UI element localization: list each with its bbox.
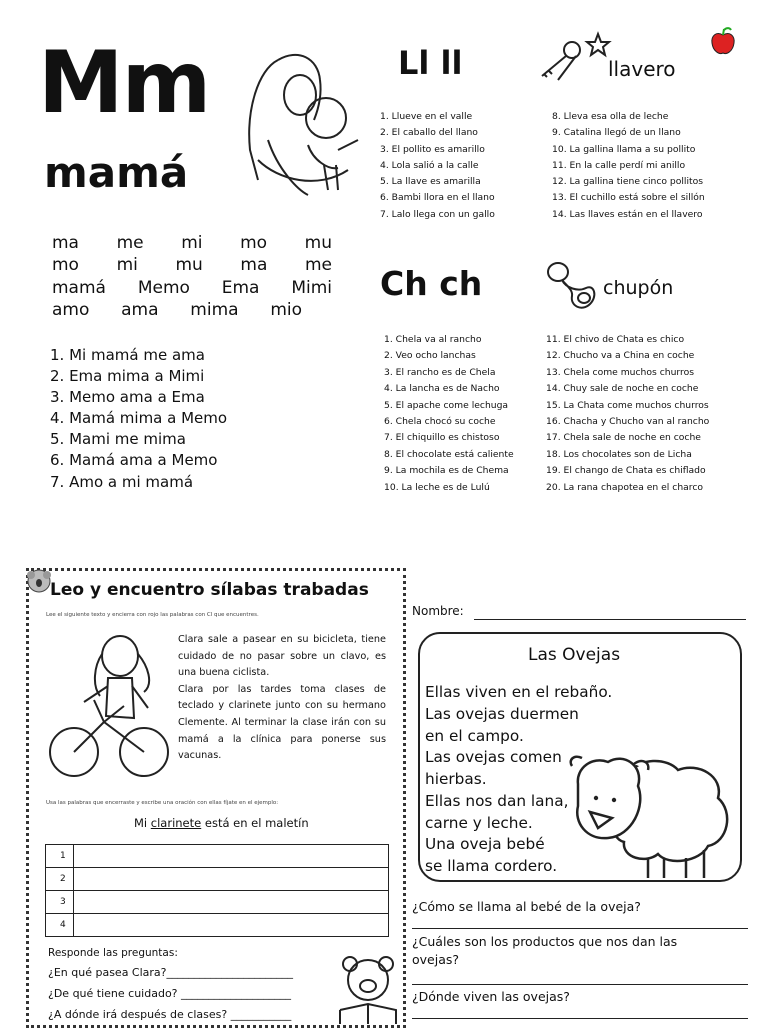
syllable: mu: [175, 255, 203, 275]
answer-line[interactable]: [412, 984, 748, 985]
sentence: 3. El rancho es de Chela: [384, 366, 496, 378]
line-number: 1: [46, 845, 74, 868]
keyword-mama: mamá: [44, 148, 189, 197]
table-row: [46, 868, 389, 891]
sentence: 4. La lancha es de Nacho: [384, 383, 500, 395]
word: Mimi: [291, 278, 332, 298]
reading-line: en el campo.: [425, 727, 524, 745]
question[interactable]: ¿En qué pasea Clara?_______________________: [48, 966, 294, 979]
sentence: 1. Chela va al rancho: [384, 334, 482, 345]
line-number: 4: [46, 914, 74, 937]
question[interactable]: ¿A dónde irá después de clases? ___________: [48, 1008, 292, 1021]
word: mamá: [52, 278, 106, 298]
model-keyword: clarinete: [150, 816, 202, 830]
syllable: mi: [181, 233, 203, 253]
syllable-row-3: [52, 278, 332, 298]
sentence: 3. Memo ama a Ema: [50, 388, 205, 406]
question-2b: ovejas?: [412, 952, 460, 967]
sentence: 4. Mamá mima a Memo: [50, 409, 228, 427]
apple-icon: [710, 26, 736, 56]
keyword-llavero: llavero: [608, 57, 676, 81]
model-text: está en el maletín: [201, 816, 309, 830]
syllable-row-2: [52, 255, 332, 275]
sentence: 12. La gallina tiene cinco pollitos: [552, 176, 704, 188]
instruction-text: Lee el siguiente texto y encierra con rojo las palabras con Cl que encuentres.: [46, 612, 259, 618]
keyword-chupon: chupón: [603, 277, 674, 299]
key-ring-icon: [532, 30, 612, 82]
sentence: 20. La rana chapotea en el charco: [546, 481, 704, 493]
sentence: 11. El chivo de Chata es chico: [546, 334, 685, 345]
answer-line[interactable]: [74, 868, 389, 891]
sentence: 15. La Chata come muchos churros: [546, 399, 709, 411]
sentence: 10. La leche es de Lulú: [384, 481, 490, 493]
syllable-row-1: [52, 233, 332, 253]
word: Memo: [137, 278, 190, 298]
answer-line[interactable]: [74, 845, 389, 868]
table-row: [46, 914, 389, 937]
syllable: mo: [52, 255, 79, 275]
ch-sentences-left: [384, 332, 514, 496]
reading-line: Una oveja bebé: [425, 835, 545, 853]
sentence: 5. Mami me mima: [50, 430, 186, 448]
sentence: 9. Catalina llegó de un llano: [552, 127, 681, 139]
table-row: [46, 891, 389, 914]
reading-line: hierbas.: [425, 770, 487, 788]
sentence: 11. En la calle perdí mi anillo: [552, 159, 686, 171]
sentence: 14. Las llaves están en el llavero: [552, 208, 703, 220]
sentence: 5. El apache come lechuga: [384, 399, 509, 411]
answer-line[interactable]: [74, 891, 389, 914]
sentence: 3. El pollito es amarillo: [380, 143, 485, 155]
pacifier-icon: [542, 258, 602, 316]
instruction-text-2: Usa las palabras que encerraste y escribe una oración con ellas fíjate en el ejemplo:: [46, 800, 279, 806]
sentence: 2. El caballo del llano: [380, 127, 478, 139]
sentence: 12. Chucho va a China en coche: [546, 350, 695, 362]
word: Ema: [221, 278, 260, 298]
reading-line: Ellas nos dan lana,: [425, 792, 569, 810]
reading-line: Ellas viven en el rebaño.: [425, 683, 613, 701]
answer-line[interactable]: [412, 1018, 748, 1019]
ll-sentences-left: [380, 109, 495, 223]
syllable: mo: [240, 233, 268, 253]
line-number: 2: [46, 868, 74, 891]
word: mio: [270, 300, 302, 320]
mother-baby-illustration: [238, 40, 364, 198]
word: mima: [190, 300, 239, 320]
story-text: [178, 632, 386, 765]
worksheet-title: Leo y encuentro sílabas trabadas: [50, 580, 369, 600]
sentence: 2. Ema mima a Mimi: [50, 367, 205, 385]
syllable: me: [116, 233, 144, 253]
question[interactable]: ¿De qué tiene cuidado? ____________________: [48, 987, 292, 1000]
sentence: 8. Lleva esa olla de leche: [552, 111, 669, 122]
sentence: 8. El chocolate está caliente: [384, 448, 514, 460]
sentence: 7. Lalo llega con un gallo: [380, 208, 495, 220]
reading-line: se llama cordero.: [425, 857, 558, 875]
sentence: 6. Mamá ama a Memo: [50, 451, 218, 469]
syllable-row-4: [52, 300, 302, 320]
koala-icon: [26, 568, 52, 594]
sheep-illustration: [568, 746, 736, 888]
reading-line: carne y leche.: [425, 814, 533, 832]
ll-sentences-right: [552, 109, 705, 223]
reading-line: Las ovejas duermen: [425, 705, 579, 723]
sentence: 5. La llave es amarilla: [380, 176, 481, 188]
sentence: 14. Chuy sale de noche en coche: [546, 383, 699, 395]
bear-reading-illustration: [332, 950, 402, 1024]
sentence: 1. Llueve en el valle: [380, 111, 473, 122]
word: ama: [121, 300, 159, 320]
sentence: 10. La gallina llama a su pollito: [552, 143, 696, 155]
sentence: 19. El chango de Chata es chiflado: [546, 465, 706, 477]
letter-heading-ch: Ch ch: [380, 264, 483, 303]
model-sentence: [134, 816, 309, 830]
sentence: 17. Chela sale de noche en coche: [546, 432, 701, 444]
sentence: 1. Mi mamá me ama: [50, 346, 205, 364]
nombre-label: Nombre:: [412, 604, 464, 618]
sentence: 6. Bambi llora en el llano: [380, 192, 495, 204]
letter-heading-ll: Ll ll: [398, 44, 463, 82]
sentence: 6. Chela chocó su coche: [384, 416, 496, 428]
sentence: 13. Chela come muchos churros: [546, 366, 694, 378]
syllable: ma: [240, 255, 268, 275]
story-paragraph: Clara por las tardes toma clases de teclado y clarinete junto con su hermano Clemente. Al terminar la clase irán con su mamá a la clínica para ponerse sus vacunas.: [178, 683, 386, 762]
question-1: ¿Cómo se llama al bebé de la oveja?: [412, 899, 641, 914]
letter-heading-mm: Mm: [38, 33, 210, 133]
answer-line[interactable]: [74, 914, 389, 937]
table-row: [46, 845, 389, 868]
syllable: mu: [304, 233, 332, 253]
girl-bicycle-illustration: [44, 626, 172, 786]
word: amo: [52, 300, 90, 320]
sentence: 2. Veo ocho lanchas: [384, 350, 476, 362]
sentence: 18. Los chocolates son de Licha: [546, 448, 692, 460]
ch-sentences-right: [546, 332, 709, 496]
question-2a: ¿Cuáles son los productos que nos dan las: [412, 934, 678, 949]
syllable: mi: [116, 255, 138, 275]
syllable: me: [304, 255, 332, 275]
sentence: 9. La mochila es de Chema: [384, 465, 509, 477]
sentence: 7. Amo a mi mamá: [50, 473, 194, 491]
sentence: 16. Chacha y Chucho van al rancho: [546, 416, 710, 428]
syllable: ma: [52, 233, 79, 253]
sentence: 4. Lola salió a la calle: [380, 159, 479, 171]
question-3: ¿Dónde viven las ovejas?: [412, 989, 570, 1004]
model-text: Mi: [134, 816, 151, 830]
questions-heading: Responde las preguntas:: [48, 947, 178, 959]
reading-title: Las Ovejas: [528, 645, 621, 665]
answer-line[interactable]: [412, 928, 748, 929]
story-paragraph: Clara sale a pasear en su bicicleta, tiene cuidado de no pasar sobre un clavo, es una buena ciclista.: [178, 634, 386, 679]
sentence: 13. El cuchillo está sobre el sillón: [552, 192, 705, 204]
reading-line: Las ovejas comen: [425, 748, 562, 766]
nombre-field[interactable]: [474, 619, 746, 620]
sentence: 7. El chiquillo es chistoso: [384, 432, 500, 444]
sentence-lines-table: [45, 844, 389, 937]
line-number: 3: [46, 891, 74, 914]
